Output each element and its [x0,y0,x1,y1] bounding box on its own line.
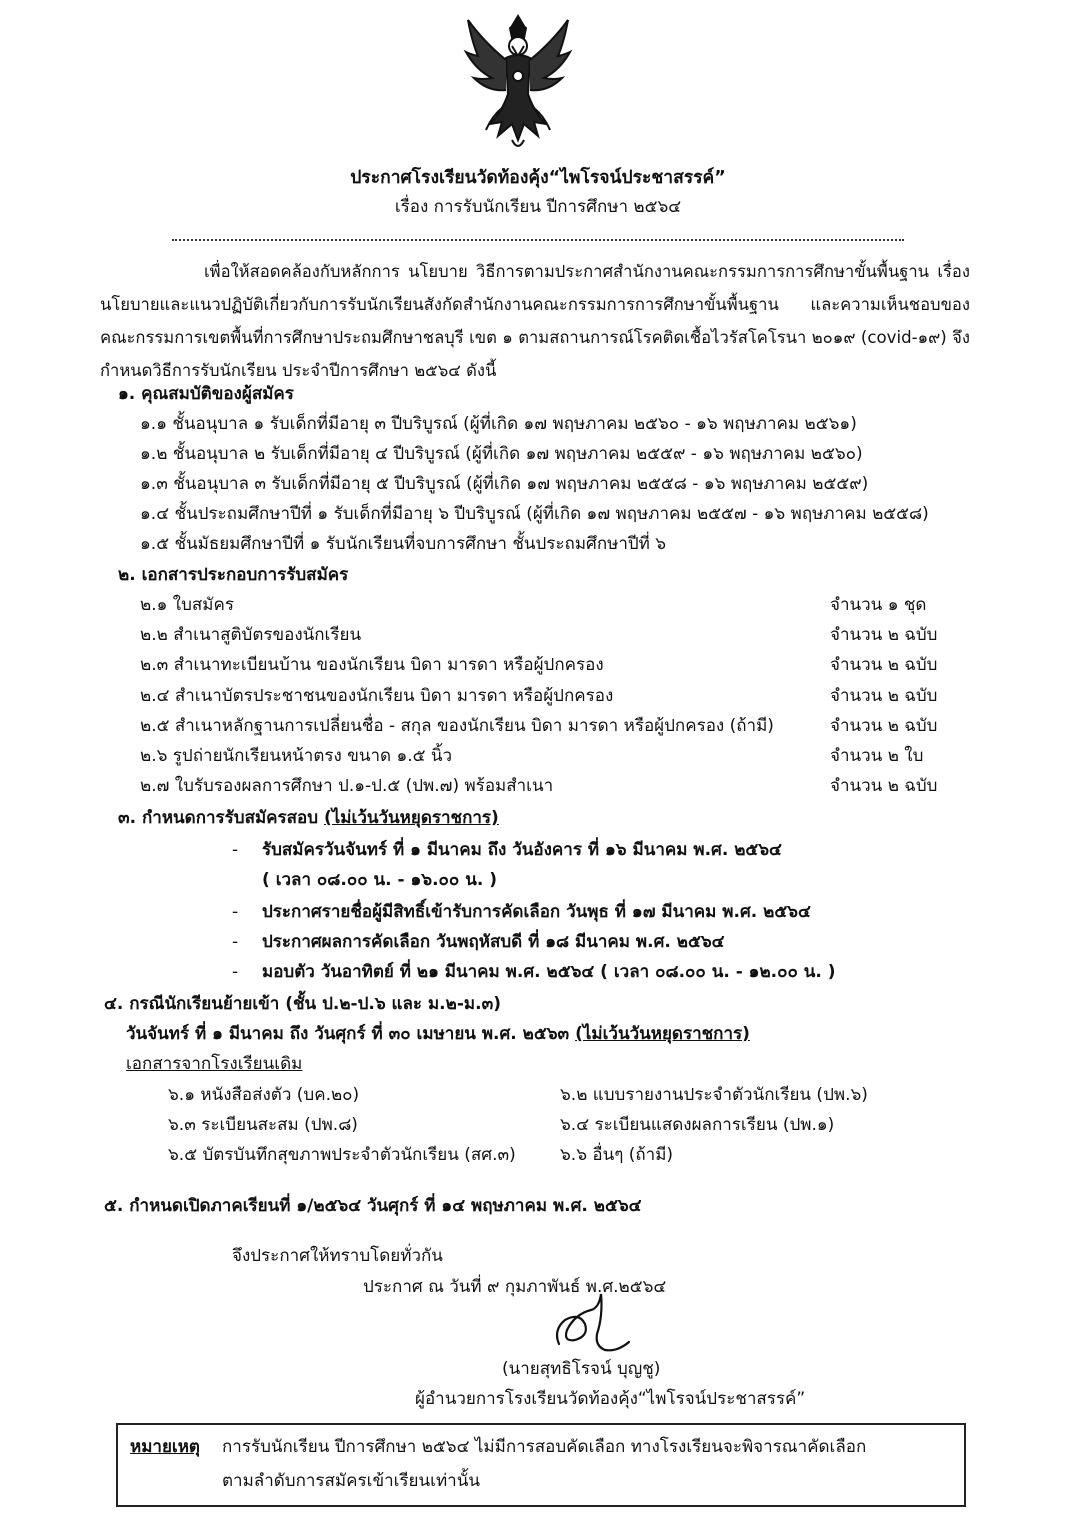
section-2-heading: ๒. เอกสารประกอบการรับสมัคร [118,565,349,585]
closing-line: จึงประกาศให้ทราบโดยทั่วกัน [232,1246,443,1266]
s4-dates: วันจันทร์ ที่ ๑ มีนาคม ถึง วันศุกร์ ที่ ๓๐ เมษายน พ.ศ. ๒๕๖๓ [126,1024,570,1044]
s2-item-label: ๒.๖ รูปถ่ายนักเรียนหน้าตรง ขนาด ๑.๕ นิ้ว [140,746,453,766]
s4-doc-item: ๖.๓ ระเบียนสะสม (ปพ.๘) [168,1115,358,1135]
announce-date: ประกาศ ณ วันที่ ๙ กุมภาพันธ์ พ.ศ.๒๕๖๔ [363,1277,667,1297]
dash-bullet: - [232,962,239,982]
note-line: การรับนักเรียน ปีการศึกษา ๒๕๖๔ ไม่มีการสอบคัดเลือก ทางโรงเรียนจะพิจารณาคัดเลือก [222,1437,867,1457]
s1-item: ๑.๒ ชั้นอนุบาล ๒ รับเด็กที่มีอายุ ๔ ปีบริบูรณ์ (ผู้ที่เกิด ๑๗ พฤษภาคม ๒๕๕๙ - ๑๖ พฤษภาคม ๒๕๖๐) [140,444,863,464]
note-line: ตามลำดับการสมัครเข้าเรียนเท่านั้น [222,1471,480,1491]
note-label: หมายเหตุ [130,1437,200,1457]
s3-item: ประกาศผลการคัดเลือก วันพฤหัสบดี ที่ ๑๘ มีนาคม พ.ศ. ๒๕๖๔ [262,932,725,952]
s4-dates-line [126,1021,750,1047]
announcement-title: ประกาศโรงเรียนวัดท้องคุ้ง“ไพโรจน์ประชาสรรค์” [350,168,726,188]
s2-item-label: ๒.๓ สำเนาทะเบียนบ้าน ของนักเรียน บิดา มารดา หรือผู้ปกครอง [140,655,604,675]
s4-doc-item: ๖.๒ แบบรายงานประจำตัวนักเรียน (ปพ.๖) [560,1085,868,1105]
s1-item: ๑.๑ ชั้นอนุบาล ๑ รับเด็กที่มีอายุ ๓ ปีบริบูรณ์ (ผู้ที่เกิด ๑๗ พฤษภาคม ๒๕๖๐ - ๑๖ พฤษภาคม ๒๕๖๑) [140,414,857,434]
section-3-heading-text: ๓. กำหนดการรับสมัครสอบ [118,808,319,828]
s1-item: ๑.๔ ชั้นประถมศึกษาปีที่ ๑ รับเด็กที่มีอายุ ๖ ปีบริบูรณ์ (ผู้ที่เกิด ๑๗ พฤษภาคม ๒๕๕๗ - ๑๖ พฤษภาคม ๒๕๕๘) [140,504,929,524]
s1-item: ๑.๓ ชั้นอนุบาล ๓ รับเด็กที่มีอายุ ๕ ปีบริบูรณ์ (ผู้ที่เกิด ๑๗ พฤษภาคม ๒๕๕๘ - ๑๖ พฤษภาคม ๒๕๕๙) [140,474,869,494]
dotted-separator [172,239,904,241]
dash-bullet: - [232,902,239,922]
dash-bullet: - [232,840,239,860]
s4-dates-note: (ไม่เว้นวันหยุดราชการ) [575,1024,750,1044]
section-5-heading: ๕. กำหนดเปิดภาคเรียนที่ ๑/๒๕๖๔ วันศุกร์ ที่ ๑๔ พฤษภาคม พ.ศ. ๒๕๖๔ [104,1196,642,1216]
signer-title: ผู้อำนวยการโรงเรียนวัดท้องคุ้ง“ไพโรจน์ประชาสรรค์” [415,1389,806,1409]
s2-item-qty: จำนวน ๒ ฉบับ [830,655,938,675]
s2-item-qty: จำนวน ๒ ฉบับ [830,776,938,796]
garuda-emblem-icon [462,12,574,154]
section-3-heading [118,805,499,831]
s3-item: มอบตัว วันอาทิตย์ ที่ ๒๑ มีนาคม พ.ศ. ๒๕๖๔ ( เวลา ๐๘.๐๐ น. - ๑๒.๐๐ น. ) [262,962,836,982]
s2-item-label: ๒.๑ ใบสมัคร [140,595,234,615]
s1-item: ๑.๕ ชั้นมัธยมศึกษาปีที่ ๑ รับนักเรียนที่จบการศึกษา ชั้นประถมศึกษาปีที่ ๖ [140,534,667,554]
s3-item: ประกาศรายชื่อผู้มีสิทธิ์เข้ารับการคัดเลือก วันพุธ ที่ ๑๗ มีนาคม พ.ศ. ๒๕๖๔ [262,902,811,922]
s2-item-label: ๒.๗ ใบรับรองผลการศึกษา ป.๑-ป.๕ (ปพ.๗) พร้อมสำเนา [140,776,554,796]
s2-item-qty: จำนวน ๒ ฉบับ [830,716,938,736]
section-1-heading: ๑. คุณสมบัติของผู้สมัคร [118,384,294,404]
dash-bullet: - [232,932,239,952]
section-3-heading-note: (ไม่เว้นวันหยุดราชการ) [323,808,499,828]
signature-icon [545,1290,635,1362]
s4-docs-heading: เอกสารจากโรงเรียนเดิม [126,1054,303,1074]
s4-doc-item: ๖.๖ อื่นๆ (ถ้ามี) [560,1145,674,1165]
s2-item-qty: จำนวน ๒ ฉบับ [830,686,938,706]
s2-item-label: ๒.๔ สำเนาบัตรประชาชนของนักเรียน บิดา มารดา หรือผู้ปกครอง [140,686,614,706]
s2-item-qty: จำนวน ๒ ฉบับ [830,625,938,645]
s4-doc-item: ๖.๑ หนังสือส่งตัว (บค.๒๐) [168,1085,360,1105]
s3-item: รับสมัครวันจันทร์ ที่ ๑ มีนาคม ถึง วันอังคาร ที่ ๑๖ มีนาคม พ.ศ. ๒๕๖๔ [262,840,782,860]
s2-item-qty: จำนวน ๒ ใบ [830,746,924,766]
s2-item-label: ๒.๒ สำเนาสูติบัตรของนักเรียน [140,625,362,645]
announcement-subject: เรื่อง การรับนักเรียน ปีการศึกษา ๒๕๖๔ [394,197,682,217]
s2-item-qty: จำนวน ๑ ชุด [830,595,927,615]
s3-item: ( เวลา ๐๘.๐๐ น. - ๑๖.๐๐ น. ) [262,870,497,890]
signer-name: (นายสุทธิโรจน์ บุญชู) [502,1359,661,1379]
s4-doc-item: ๖.๕ บัตรบันทึกสุขภาพประจำตัวนักเรียน (สศ.๓) [168,1145,516,1165]
section-4-heading: ๔. กรณีนักเรียนย้ายเข้า (ชั้น ป.๒-ป.๖ และ ม.๒-ม.๓) [104,994,501,1014]
s2-item-label: ๒.๕ สำเนาหลักฐานการเปลี่ยนชื่อ - สกุล ของนักเรียน บิดา มารดา หรือผู้ปกครอง (ถ้ามี) [140,716,774,736]
intro-paragraph: เพื่อให้สอดคล้องกับหลักการ นโยบาย วิธีการตามประกาศสำนักงานคณะกรรมการการศึกษาขั้นพื้นฐาน เรื่อง นโยบายและแนวปฏิบัติเกี่ยวกับการรับนักเรียนสังกัดสำนักงานคณะกรรมการการศึกษาขั้นพื้นฐาน และความเห็นชอบของคณะกรรมการเขตพื้นที่การศึกษาประถมศึกษาชลบุรี เขต ๑ ตามสถานการณ์โรคติดเชื้อไวรัสโคโรนา ๒๐๑๙ (covid-๑๙) จึงกำหนดวิธีการรับนักเรียน ประจำปีการศึกษา ๒๕๖๔ ดังนี้ [100,262,970,380]
s4-doc-item: ๖.๔ ระเบียนแสดงผลการเรียน (ปพ.๑) [560,1115,835,1135]
